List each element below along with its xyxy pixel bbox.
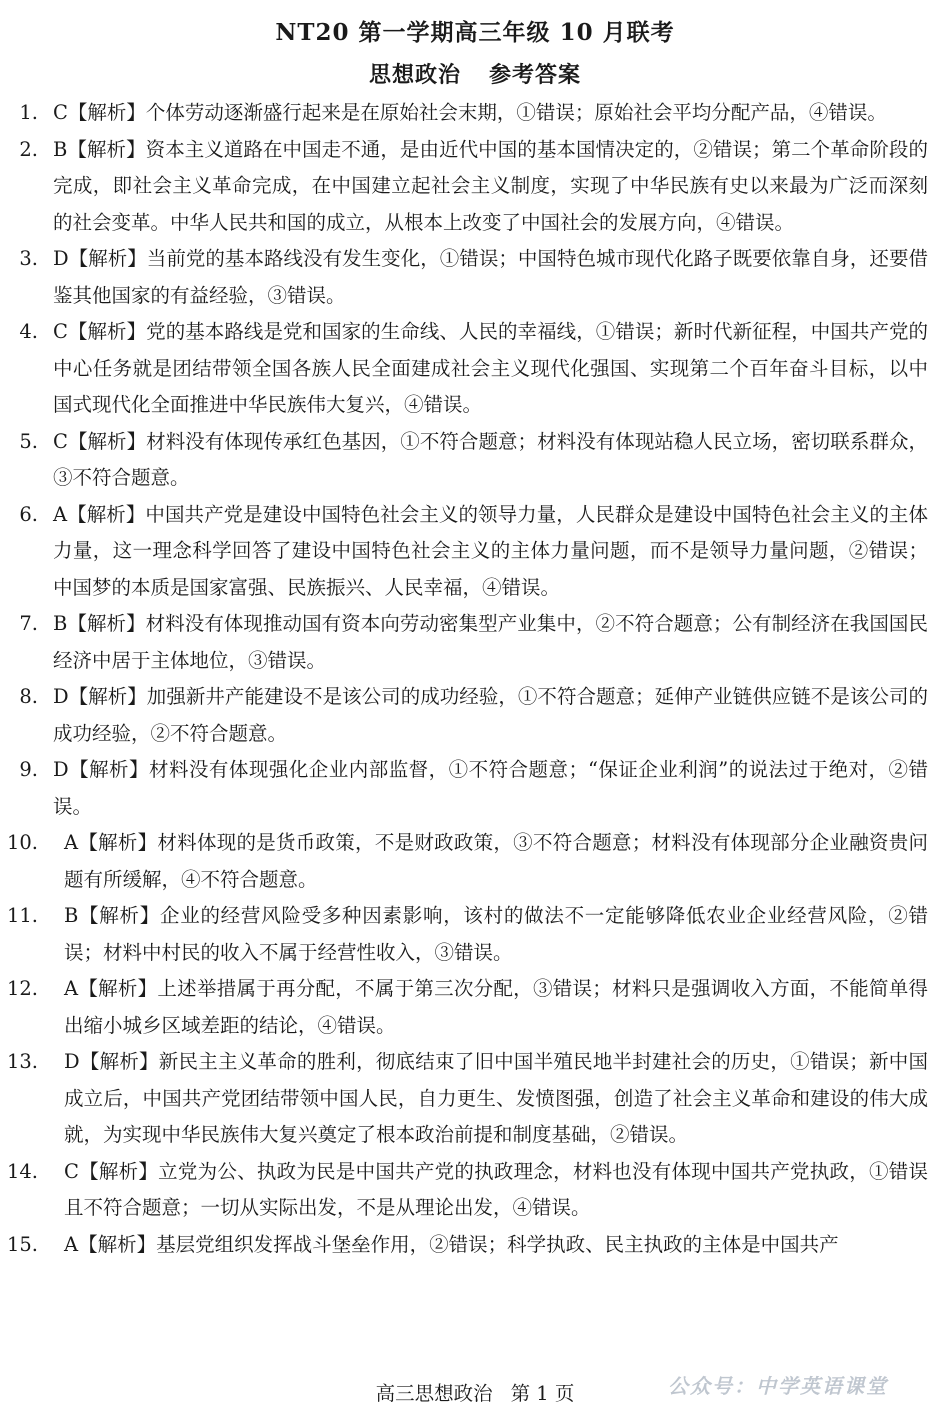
item-text: C【解析】立党为公、执政为民是中国共产党的执政理念，材料也没有体现中国共产党执政，①错误且不符合题意；一切从实际出发，不是从理论出发，④错误。 [64, 1159, 928, 1219]
page-subtitle [0, 58, 950, 89]
item-number: 13. [6, 1050, 38, 1073]
answer-item-9 [0, 752, 950, 825]
item-text: D【解析】材料没有体现强化企业内部监督，①不符合题意；“保证企业利润”的说法过于绝对，②错误。 [53, 758, 928, 818]
item-text: D【解析】当前党的基本路线没有发生变化，①错误；中国特色城市现代化路子既要依靠自身，还要借鉴其他国家的有益经验，③错误。 [53, 247, 928, 307]
item-text: C【解析】党的基本路线是党和国家的生命线、人民的幸福线，①错误；新时代新征程，中国共产党的中心任务就是团结带领全国各族人民全面建成社会主义现代化强国、实现第二个百年奋斗目标，以中国式现代化全面推进中华民族伟大复兴，④错误。 [53, 320, 928, 416]
item-number: 7. [19, 612, 38, 635]
item-number: 8. [19, 685, 38, 708]
watermark: 公众号：中学英语课堂 [668, 1374, 888, 1398]
answer-item-11 [0, 898, 950, 971]
item-number: 6. [19, 502, 38, 526]
item-number: 11. [6, 904, 38, 927]
item-text: A【解析】材料体现的是货币政策，不是财政政策，③不符合题意；材料没有体现部分企业融资贵问题有所缓解，④不符合题意。 [64, 831, 928, 891]
answer-item-6 [0, 497, 950, 607]
item-text: A【解析】基层党组织发挥战斗堡垒作用，②错误；科学执政、民主执政的主体是中国共产 [64, 1232, 839, 1256]
answer-item-15 [0, 1227, 950, 1264]
item-number: 2. [19, 137, 38, 161]
item-number: 3. [19, 247, 38, 270]
item-text: C【解析】个体劳动逐渐盛行起来是在原始社会末期，①错误；原始社会平均分配产品，④错误。 [53, 101, 887, 124]
answer-item-10 [0, 825, 950, 898]
item-text: D【解析】新民主主义革命的胜利，彻底结束了旧中国半殖民地半封建社会的历史，①错误；新中国成立后，中国共产党团结带领中国人民，自力更生、发愤图强，创造了社会主义革命和建设的伟大成就，为实现中华民族伟大复兴奠定了根本政治前提和制度基础，②错误。 [64, 1050, 928, 1146]
answer-item-5 [0, 424, 950, 497]
answer-item-14 [0, 1154, 950, 1227]
footer-course: 高三思想政治 [375, 1382, 493, 1405]
item-text: A【解析】上述举措属于再分配，不属于第三次分配，③错误；材料只是强调收入方面，不能简单得出缩小城乡区域差距的结论，④错误。 [64, 977, 928, 1037]
answer-item-1 [0, 95, 950, 132]
item-text: C【解析】材料没有体现传承红色基因，①不符合题意；材料没有体现站稳人民立场，密切联系群众，③不符合题意。 [53, 429, 928, 489]
item-number: 12. [6, 977, 38, 1000]
answer-list [0, 95, 950, 1263]
answer-item-7 [0, 606, 950, 679]
item-number: 5. [19, 429, 38, 453]
answer-item-8 [0, 679, 950, 752]
answer-item-3 [0, 241, 950, 314]
item-text: B【解析】企业的经营风险受多种因素影响，该村的做法不一定能够降低农业企业经营风险，②错误；材料中村民的收入不属于经营性收入，③错误。 [64, 904, 928, 964]
page-title: NT20 第一学期高三年级 10 月联考 [275, 19, 675, 46]
item-number: 15. [6, 1232, 38, 1256]
answer-item-2 [0, 132, 950, 242]
subject-label: 思想政治 [368, 62, 461, 88]
item-text: B【解析】资本主义道路在中国走不通，是由近代中国的基本国情决定的，②错误；第二个革命阶段的完成，即社会主义革命完成，在中国建立起社会主义制度，实现了中华民族有史以来最为广泛而深刻的社会变革。中华人民共和国的成立，从根本上改变了中国社会的发展方向，④错误。 [53, 137, 928, 234]
answer-item-12 [0, 971, 950, 1044]
footer-page-number: 第 1 页 [510, 1382, 575, 1405]
doc-type-label: 参考答案 [489, 62, 582, 88]
item-number: 10. [6, 831, 38, 854]
answer-item-13 [0, 1044, 950, 1154]
item-text: A【解析】中国共产党是建设中国特色社会主义的领导力量，人民群众是建设中国特色社会主义的主体力量，这一理念科学回答了建设中国特色社会主义的主体力量问题，而不是领导力量问题，②错误；中国梦的本质是国家富强、民族振兴、人民幸福，④错误。 [53, 502, 928, 599]
item-number: 4. [19, 320, 38, 343]
item-text: B【解析】材料没有体现推动国有资本向劳动密集型产业集中，②不符合题意；公有制经济在我国国民经济中居于主体地位，③错误。 [53, 612, 928, 672]
item-number: 1. [19, 101, 38, 124]
answer-item-4 [0, 314, 950, 424]
item-number: 9. [19, 758, 38, 781]
item-text: D【解析】加强新井产能建设不是该公司的成功经验，①不符合题意；延伸产业链供应链不是该公司的成功经验，②不符合题意。 [53, 685, 928, 745]
item-number: 14. [6, 1159, 38, 1183]
